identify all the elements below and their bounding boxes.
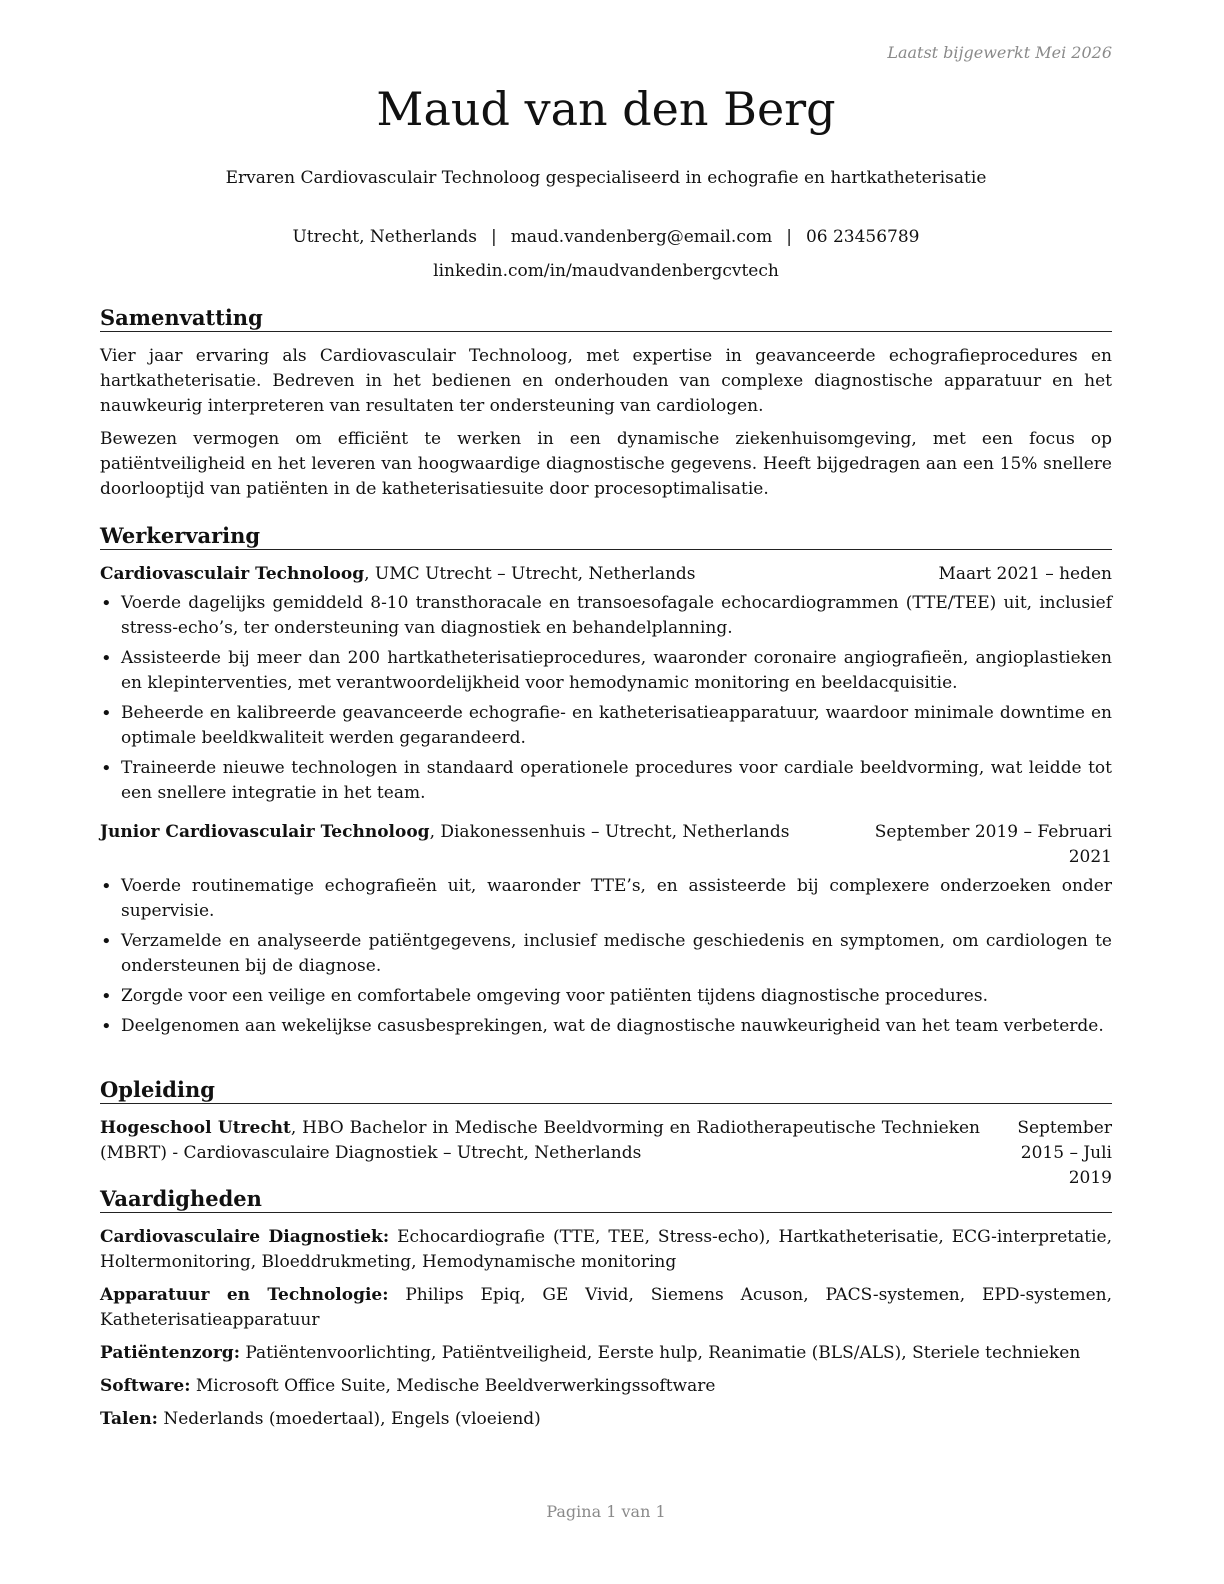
list-item: • Deelgenomen aan wekelijkse casusbesprekingen, wat de diagnostische nauwkeurigheid van het team verbeterde. (100, 1014, 1112, 1039)
skill-group (100, 1341, 1112, 1366)
list-item: • Voerde dagelijks gemiddeld 8-10 transthoracale en transoesofagale echocardiogrammen (TTE/TEE) uit, inclusief stress-echo’s, ter ondersteuning van diagnostiek en behandelplanning. (100, 591, 1112, 641)
skill-value: Microsoft Office Suite, Medische Beeldverwerkingssoftware (195, 1376, 716, 1397)
job-header (100, 820, 1112, 870)
summary-section (100, 305, 1112, 510)
list-item: • Traineerde nieuwe technologen in standaard operationele procedures voor cardiale beeldvorming, wat leidde tot een snellere integratie in het team. (100, 756, 1112, 806)
skill-label: Talen: (100, 1409, 158, 1430)
skill-value: Patiëntenvoorlichting, Patiëntveiligheid, Eerste hulp, Reanimatie (BLS/ALS), Steriele technieken (245, 1343, 1081, 1364)
education-section (100, 1077, 1112, 1191)
contact-info (100, 220, 1112, 288)
skill-label: Software: (100, 1376, 191, 1397)
job-entry (100, 562, 1112, 806)
summary-paragraph: Bewezen vermogen om efficiënt te werken in een dynamische ziekenhuisomgeving, met een focus op patiëntveiligheid en het leveren van hoogwaardige diagnostische gegevens. Heeft bijgedragen aan een 15% snellere doorlooptijd van patiënten in de katheterisatiesuite door procesoptimalisatie. (100, 429, 1112, 500)
education-degree: , HBO Bachelor in Medische Beeldvorming en Radiotherapeutische Technieken (MBRT) - Cardiovasculaire Diagnostiek – Utrecht, Netherlands (100, 1118, 981, 1164)
job-role: Cardiovasculair Technoloog (100, 564, 365, 585)
education-school: Hogeschool Utrecht (100, 1118, 291, 1139)
job-dates: Maart 2021 – heden (938, 564, 1112, 585)
contact-separator: | (490, 227, 497, 247)
job-header (100, 562, 1112, 587)
list-item: • Verzamelde en analyseerde patiëntgegevens, inclusief medische geschiedenis en symptomen, om cardiologen te ondersteunen bij de diagnose. (100, 929, 1112, 979)
skills-section (100, 1186, 1112, 1440)
contact-email[interactable]: maud.vandenberg@email.com (510, 227, 773, 247)
skill-group (100, 1407, 1112, 1432)
list-item: • Voerde routinematige echografieën uit, waaronder TTE’s, en assisteerde bij complexere onderzoeken onder supervisie. (100, 874, 1112, 924)
experience-section (100, 523, 1112, 1044)
contact-location: Utrecht, Netherlands (292, 227, 477, 247)
resume-page (100, 0, 1112, 1584)
job-organization: , Diakonessenhuis – Utrecht, Netherlands (429, 822, 790, 843)
section-title-education: Opleiding (100, 1077, 1112, 1104)
job-role: Junior Cardiovasculair Technoloog (100, 822, 430, 843)
section-title-summary: Samenvatting (100, 305, 1112, 332)
skill-value: Nederlands (moedertaal), Engels (vloeiend) (163, 1409, 541, 1430)
skill-group (100, 1225, 1112, 1275)
page-number: Pagina 1 van 1 (546, 1502, 666, 1521)
job-organization: , UMC Utrecht – Utrecht, Netherlands (364, 564, 696, 585)
section-title-skills: Vaardigheden (100, 1186, 1112, 1213)
contact-separator: | (786, 227, 792, 247)
job-title-line (100, 820, 789, 845)
summary-paragraph: Vier jaar ervaring als Cardiovasculair Technoloog, met expertise in geavanceerde echografieprocedures en hartkatheterisatie. Bedreven in het bedienen en onderhouden van complexe diagnostische apparatuur en het nauwkeurig interpreteren van resultaten ter ondersteuning van cardiologen. (100, 346, 1112, 417)
education-dates: September 2015 – Juli 2019 (1017, 1118, 1112, 1189)
job-bullets (100, 874, 1112, 1039)
skill-label: Apparatuur en Technologie: (100, 1285, 389, 1306)
contact-phone[interactable]: 06 23456789 (805, 227, 920, 247)
job-bullets (100, 591, 1112, 806)
job-title-line (100, 562, 696, 587)
list-item: • Assisteerde bij meer dan 200 hartkatheterisatieprocedures, waaronder coronaire angiografieën, angioplastieken en klepinterventies, met verantwoordelijkheid voor hemodynamic monitoring en beeldacquisitie. (100, 646, 1112, 696)
last-updated: Laatst bijgewerkt Mei 2026 (887, 43, 1112, 62)
skill-group (100, 1283, 1112, 1333)
list-item: • Beheerde en kalibreerde geavanceerde echografie- en katheterisatieapparatuur, waardoor minimale downtime en optimale beeldkwaliteit werden gegarandeerd. (100, 701, 1112, 751)
contact-linkedin[interactable]: linkedin.com/in/maudvandenbergcvtech (433, 261, 779, 281)
list-item: • Zorgde voor een veilige en comfortabele omgeving voor patiënten tijdens diagnostische procedures. (100, 984, 1112, 1009)
education-entry (100, 1116, 1112, 1191)
job-dates: September 2019 – Februari 2021 (874, 822, 1112, 868)
candidate-tagline: Ervaren Cardiovasculair Technoloog gespecialiseerd in echografie en hartkatheterisatie (225, 168, 987, 188)
job-entry (100, 820, 1112, 1039)
contact-line (100, 220, 1112, 254)
education-description (100, 1116, 980, 1191)
skill-label: Patiëntenzorg: (100, 1343, 240, 1364)
skill-group (100, 1374, 1112, 1399)
candidate-name: Maud van den Berg (376, 82, 836, 136)
skill-value: Echocardiografie (TTE, TEE, Stress-echo), Hartkatheterisatie, ECG-interpretatie, Holtermonitoring, Bloeddrukmeting, Hemodynamische monitoring (100, 1227, 1112, 1273)
skill-label: Cardiovasculaire Diagnostiek: (100, 1227, 390, 1248)
skill-value: Philips Epiq, GE Vivid, Siemens Acuson, PACS-systemen, EPD-systemen, Katheterisatieapparatuur (100, 1285, 1112, 1331)
section-title-experience: Werkervaring (100, 523, 1112, 550)
